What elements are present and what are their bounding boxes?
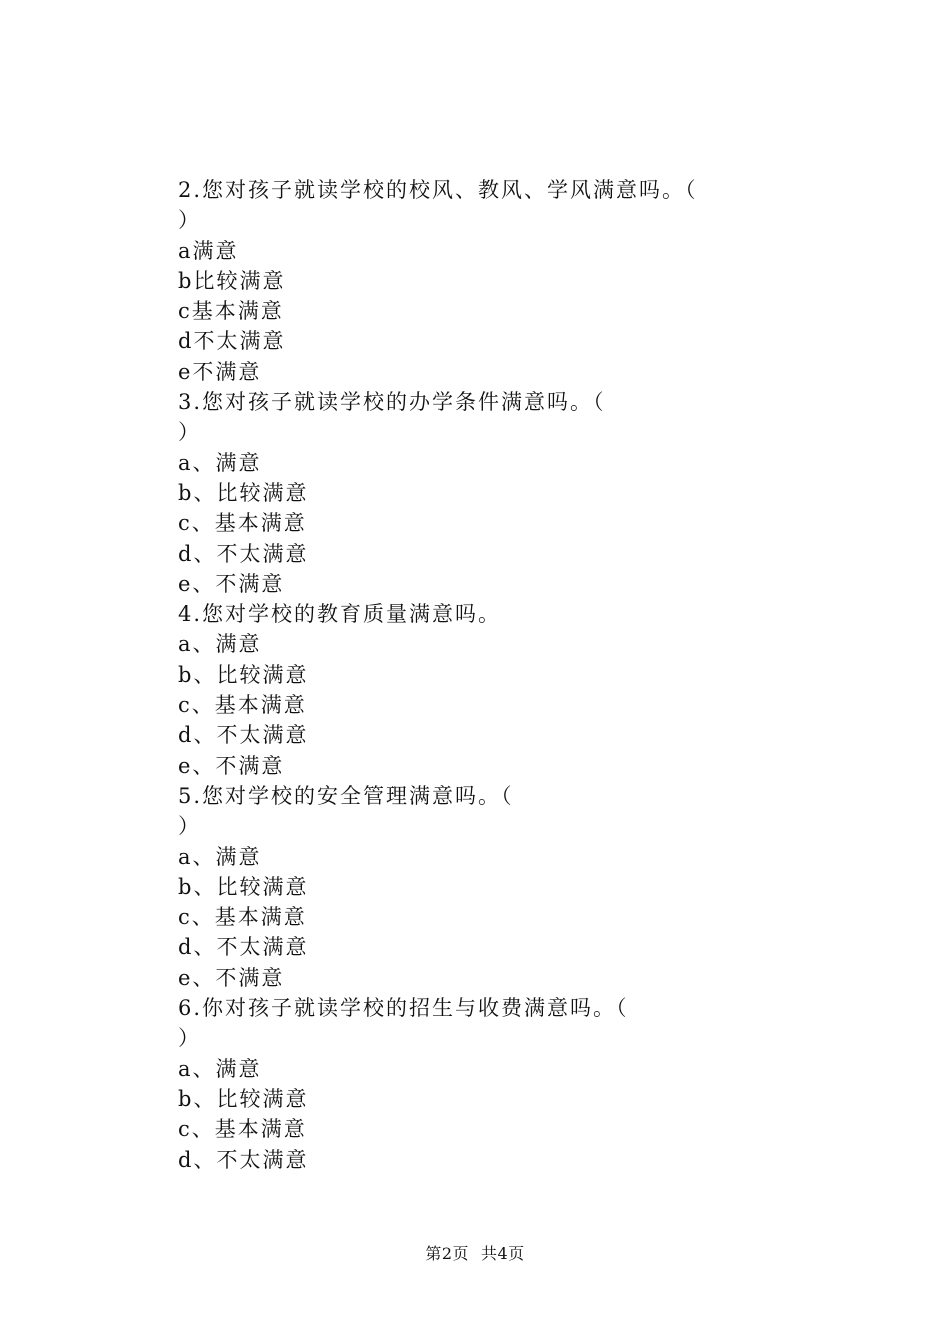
option-line: a、满意 [178, 450, 262, 475]
option-line: c、基本满意 [178, 693, 307, 718]
option-line: b、比较满意 [178, 874, 309, 899]
question-3: 3.您对孩子就读学校的办学条件满意吗。（ [178, 390, 606, 415]
document-body [178, 175, 798, 1175]
question-3-paren: ） [178, 420, 201, 445]
option-line: c、基本满意 [178, 1117, 307, 1142]
option-line: b比较满意 [178, 268, 286, 293]
option-line: c、基本满意 [178, 511, 307, 536]
question-4: 4.您对学校的教育质量满意吗。 [178, 602, 502, 627]
option-line: d、不太满意 [178, 935, 309, 960]
option-line: d、不太满意 [178, 723, 309, 748]
question-5: 5.您对学校的安全管理满意吗。（ [178, 783, 514, 808]
option-line: a、满意 [178, 1056, 262, 1081]
option-line: e、不满意 [178, 753, 285, 778]
question-6: 6.你对孩子就读学校的招生与收费满意吗。（ [178, 996, 629, 1021]
option-line: e不满意 [178, 359, 262, 384]
option-line: b、比较满意 [178, 662, 309, 687]
option-line: b、比较满意 [178, 480, 309, 505]
option-line: d、不太满意 [178, 541, 309, 566]
page-total: 共4页 [481, 1244, 525, 1263]
question-6-paren: ） [178, 1026, 201, 1051]
option-line: a、满意 [178, 632, 262, 657]
question-2: 2.您对孩子就读学校的校风、教风、学风满意吗。（ [178, 178, 698, 202]
option-line: c基本满意 [178, 299, 284, 324]
page-footer [0, 1241, 950, 1264]
option-line: e、不满意 [178, 571, 285, 596]
option-line: d不太满意 [178, 329, 286, 354]
option-line: d、不太满意 [178, 1147, 309, 1172]
page-number: 第2页 [425, 1244, 469, 1263]
question-5-paren: ） [178, 814, 201, 839]
option-line: b、比较满意 [178, 1086, 309, 1111]
question-2-paren: ） [178, 208, 201, 233]
option-line: a满意 [178, 238, 239, 263]
option-line: e、不满意 [178, 965, 285, 990]
option-line: c、基本满意 [178, 905, 307, 930]
option-line: a、满意 [178, 844, 262, 869]
